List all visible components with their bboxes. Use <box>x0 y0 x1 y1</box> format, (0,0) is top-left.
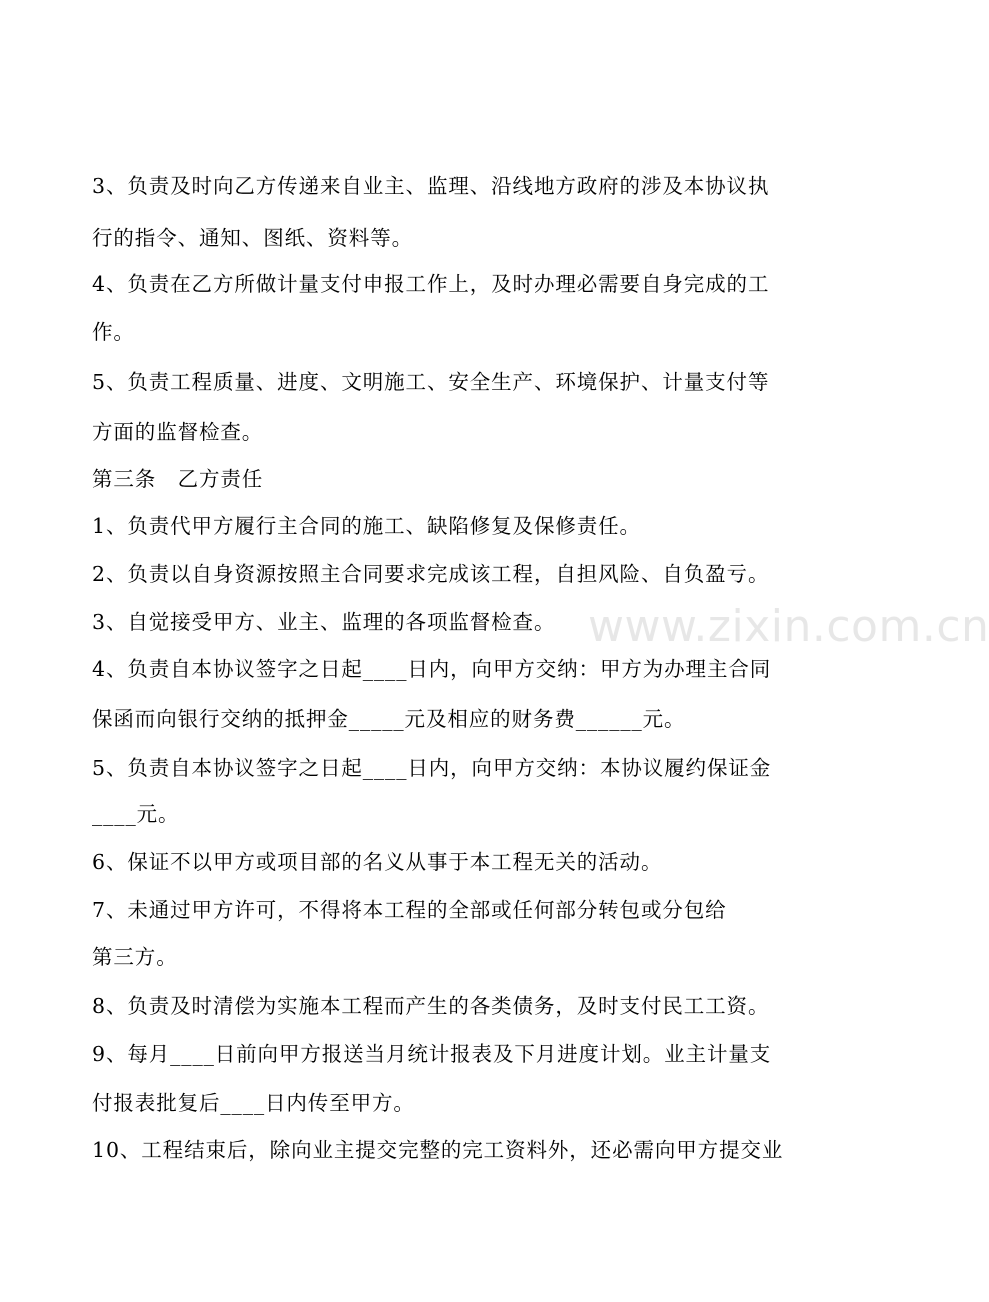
text-line: 付报表批复后____日内传至甲方。 <box>92 1091 415 1115</box>
text-line: ____元。 <box>92 802 180 826</box>
text-line: 5、负责工程质量、进度、文明施工、安全生产、环境保护、计量支付等 <box>92 370 770 394</box>
text-line: 6、保证不以甲方或项目部的名义从事于本工程无关的活动。 <box>92 850 663 874</box>
text-line: 3、负责及时向乙方传递来自业主、监理、沿线地方政府的涉及本协议执 <box>92 174 770 198</box>
text-line: 2、负责以自身资源按照主合同要求完成该工程，自担风险、自负盈亏。 <box>92 562 770 586</box>
text-line: 行的指令、通知、图纸、资料等。 <box>92 226 413 250</box>
section-heading: 第三条 乙方责任 <box>92 467 264 491</box>
text-line: 4、负责自本协议签字之日起____日内，向甲方交纳：甲方为办理主合同 <box>92 657 772 681</box>
text-line: 方面的监督检查。 <box>92 420 264 444</box>
text-line: 1、负责代甲方履行主合同的施工、缺陷修复及保修责任。 <box>92 514 641 538</box>
text-line: 5、负责自本协议签字之日起____日内，向甲方交纳：本协议履约保证金 <box>92 756 772 780</box>
text-line: 保函而向银行交纳的抵押金_____元及相应的财务费______元。 <box>92 707 686 731</box>
text-line: 9、每月____日前向甲方报送当月统计报表及下月进度计划。业主计量支 <box>92 1042 772 1066</box>
text-line: 10、工程结束后，除向业主提交完整的完工资料外，还必需向甲方提交业 <box>92 1138 784 1162</box>
text-line: 7、未通过甲方许可，不得将本工程的全部或任何部分转包或分包给 <box>92 898 727 922</box>
text-line: 8、负责及时清偿为实施本工程而产生的各类债务，及时支付民工工资。 <box>92 994 770 1018</box>
text-line: 4、负责在乙方所做计量支付申报工作上，及时办理必需要自身完成的工 <box>92 272 770 296</box>
text-line: 作。 <box>92 320 135 344</box>
text-line: 第三方。 <box>92 945 178 969</box>
watermark: www.zixin.com.cn <box>588 601 989 652</box>
text-line: 3、自觉接受甲方、业主、监理的各项监督检查。 <box>92 610 556 634</box>
